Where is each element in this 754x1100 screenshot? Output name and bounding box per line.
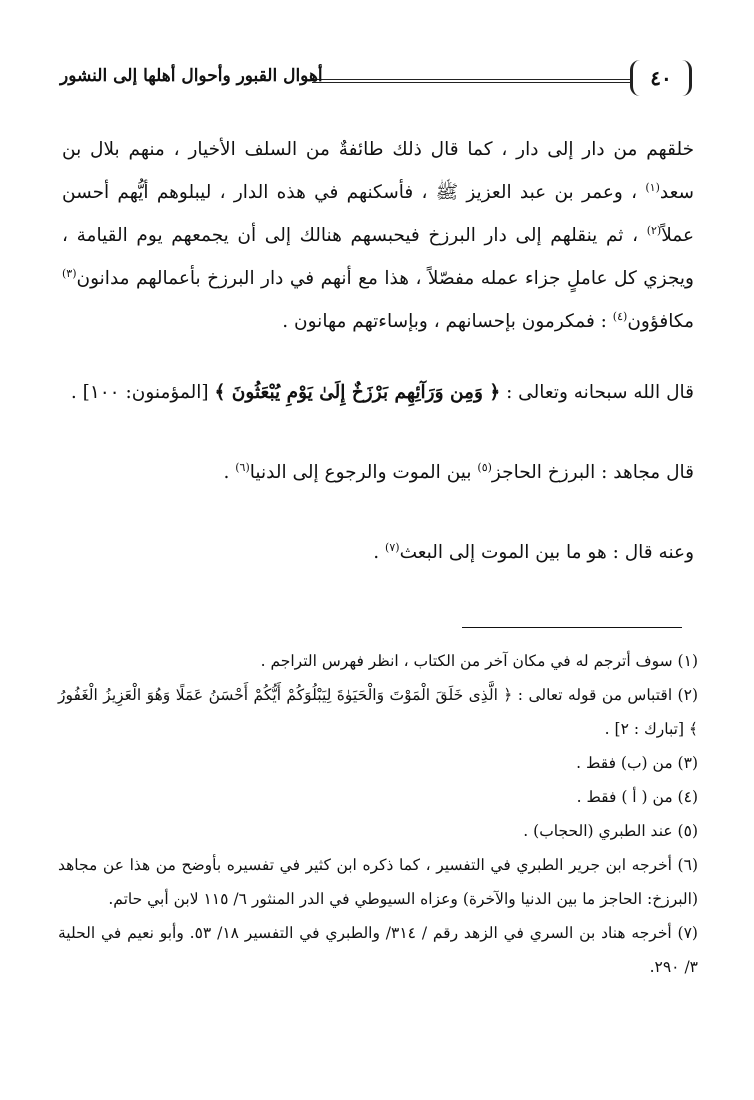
main-text: [62, 128, 694, 583]
footnote: (٥) عند الطبري (الحجاب) .: [523, 822, 698, 840]
footnote-ref[interactable]: (٢): [646, 223, 662, 237]
footnote: (٤) من ( أ ) فقط .: [576, 788, 698, 806]
header-rule: [312, 79, 630, 83]
footnote-ref[interactable]: (٣): [62, 266, 77, 280]
footnote-ref[interactable]: (٧): [385, 540, 400, 554]
footnote-ref[interactable]: (٤): [612, 309, 628, 323]
mujahid-quote-2: وعنه قال : هو ما بين الموت إلى البعث$^{(٧)}$ .: [373, 540, 694, 563]
footnotes: [58, 644, 698, 984]
footnote-ref[interactable]: (٥): [477, 460, 492, 474]
footnote-divider: [462, 627, 682, 628]
footnote: (٧) أخرجه هناد بن السري في الزهد رقم / ٣١٤/ والطبري في التفسير ١٨/ ٥٣. وأبو نعيم في الحلية ٣/ ٢٩٠.: [58, 924, 698, 976]
footnote-ref[interactable]: (١): [645, 180, 660, 194]
footnote-ref[interactable]: (٦): [235, 460, 250, 474]
footnote: (١) سوف أترجم له في مكان آخر من الكتاب ، انظر فهرس التراجم .: [260, 652, 698, 670]
page-header: [60, 58, 692, 102]
footnote: (٦) أخرجه ابن جرير الطبري في التفسير ، كما ذكره ابن كثير في تفسيره بأوضح من هذا عن مجاهد (البرزخ: الحاجز ما بين الدنيا والآخرة) وعزاه السيوطي في الدر المنثور ٦/ ١١٥ لابن أبي حاتم.: [58, 856, 698, 908]
verse-citation: [المؤمنون: ١٠٠] .: [70, 382, 215, 403]
page-number: ٤٠: [630, 60, 692, 96]
quran-quote: قال الله سبحانه وتعالى : ﴿ وَمِن وَرَآئِهِم بَرْزَخٌ إِلَىٰ يَوْمِ يُبْعَثُونَ ﴾ [المؤمنون: ١٠٠] .: [70, 382, 694, 403]
paragraph: خلقهم من دار إلى دار ، كما قال ذلك طائفةٌ من السلف الأخيار ، منهم بلال بن سعد$^{(١)}$ ، وعمر بن عبد العزيز ﷺ ، فأسكنهم في هذه الدار ، ليبلوهم أيُّهم أحسن عملاً$^{(٢)}$ ، ثم ينقلهم إلى دار البرزخ فيحبسهم هنالك إلى أن يجمعهم يوم القيامة ، ويجزي كل عاملٍ جزاء عمله مفصّلاً ، هذا مع أنهم في دار البرزخ بأعمالهم مدانون$^{(٣)}$ مكافؤون$^{(٤)}$ : فمكرمون بإحسانهم ، وبإساءتهم مهانون .: [62, 139, 694, 332]
mujahid-quote: قال مجاهد : البرزخ الحاجز$^{(٥)}$ بين الموت والرجوع إلى الدنيا$^{(٦)}$ .: [223, 460, 694, 483]
footnote: (٣) من (ب) فقط .: [576, 754, 698, 772]
footnote: (٢) اقتباس من قوله تعالى : ﴿ الَّذِى خَلَقَ الْمَوْتَ وَالْحَيَوٰةَ لِيَبْلُوَكُمْ أَيُّكُمْ أَحْسَنُ عَمَلًا وَهُوَ الْعَزِيزُ الْغَفُورُ ﴾ [تبارك : ٢] .: [58, 686, 698, 738]
running-title: أهوال القبور وأحوال أهلها إلى النشور: [60, 66, 323, 86]
quran-verse: ﴿ وَمِن وَرَآئِهِم بَرْزَخٌ إِلَىٰ يَوْمِ يُبْعَثُونَ ﴾: [214, 382, 501, 403]
